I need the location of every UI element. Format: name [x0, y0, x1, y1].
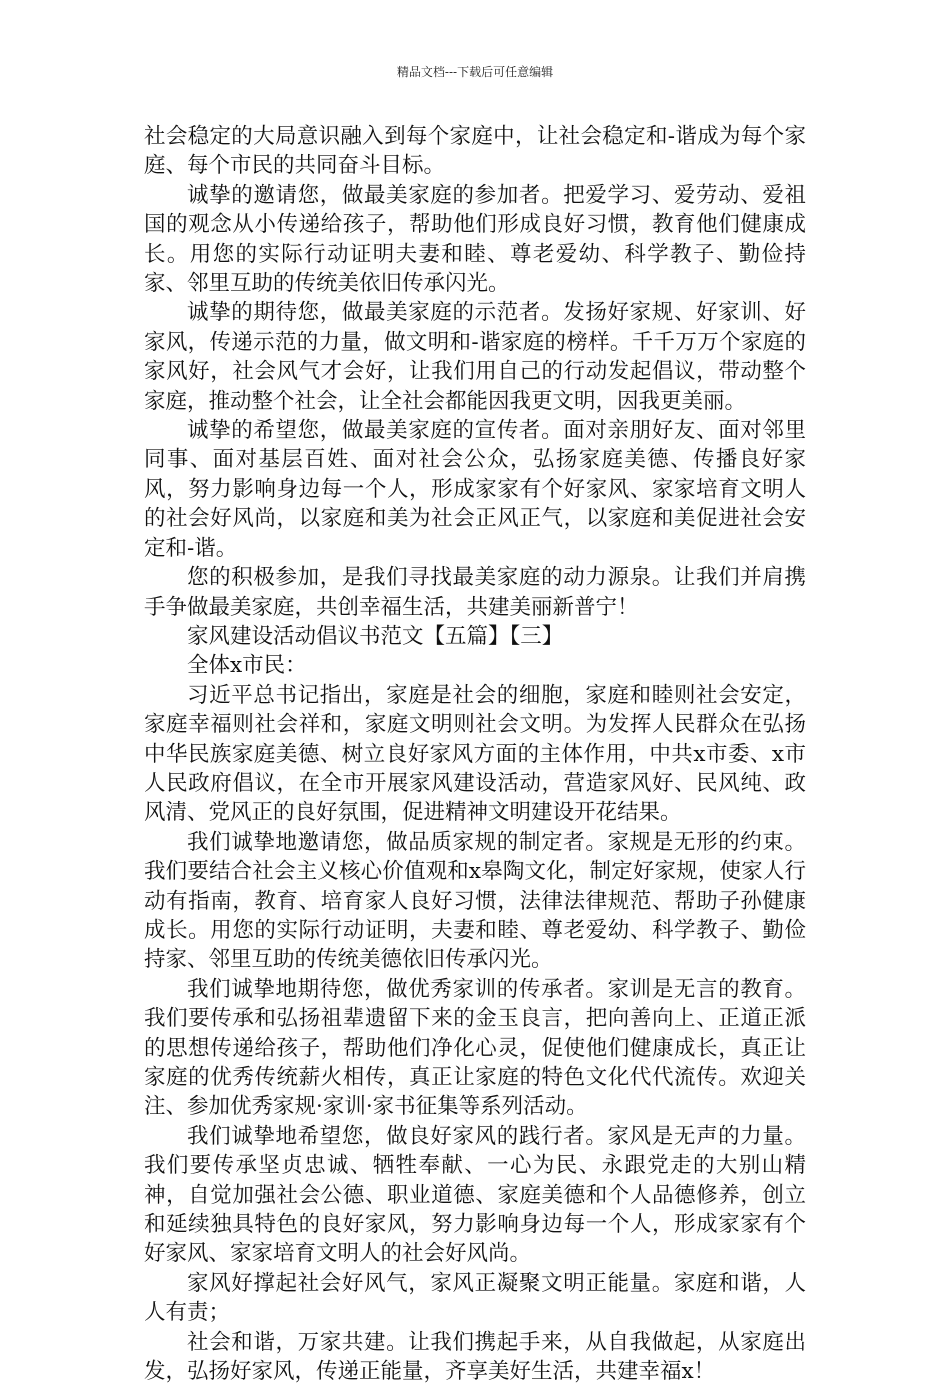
- paragraph: 社会和谐，万家共建。让我们携起手来，从自我做起，从家庭出发，弘扬好家风，传递正能量，齐享美好生活，共建幸福x！: [144, 1329, 806, 1385]
- page-header: 精品文档---下载后可任意编辑: [396, 65, 554, 79]
- paragraph: 我们诚挚地邀请您，做品质家规的制定者。家规是无形的约束。我们要结合社会主义核心价值观和x皋陶文化，制定好家规，使家人行动有指南，教育、培育家人良好习惯，法律法律规范、帮助子孙健康成长。用您的实际行动证明，夫妻和睦、尊老爱幼、科学教子、勤俭持家、邻里互助的传统美德依旧传承闪光。: [144, 829, 806, 973]
- paragraph: 诚挚的邀请您，做最美家庭的参加者。把爱学习、爱劳动、爱祖国的观念从小传递给孩子，帮助他们形成良好习惯，教育他们健康成长。用您的实际行动证明夫妻和睦、尊老爱幼、科学教子、勤俭持家、邻里互助的传统美依旧传承闪光。: [144, 182, 806, 297]
- paragraph: 我们诚挚地期待您，做优秀家训的传承者。家训是无言的教育。我们要传承和弘扬祖辈遗留下来的金玉良言，把向善向上、正道正派的思想传递给孩子，帮助他们净化心灵，促使他们健康成长，真正让家庭的优秀传统薪火相传，真正让家庭的特色文化代代流传。欢迎关注、参加优秀家规·家训·家书征集等系列活动。: [144, 976, 806, 1120]
- paragraph: 诚挚的期待您，做最美家庭的示范者。发扬好家规、好家训、好家风，传递示范的力量，做文明和-谐家庭的榜样。千千万万个家庭的家风好，社会风气才会好，让我们用自己的行动发起倡议，带动整个家庭，推动整个社会，让全社会都能因我更文明，因我更美丽。: [144, 300, 806, 414]
- paragraph: 家风好撑起社会好风气，家风正凝聚文明正能量。家庭和谐，人人有责；: [144, 1270, 806, 1326]
- section-title: 家风建设活动倡议书范文【五篇】【三】: [187, 623, 564, 649]
- paragraph: 社会稳定的大局意识融入到每个家庭中，让社会稳定和-谐成为每个家庭、每个市民的共同奋斗目标。: [144, 124, 806, 179]
- document-body: [144, 122, 806, 1386]
- paragraph: 我们诚挚地希望您，做良好家风的践行者。家风是无声的力量。我们要传承坚贞忠诚、牺牲奉献、一心为民、永跟党走的大别山精神，自觉加强社会公德、职业道德、家庭美德和个人品德修养，创立和延续独具特色的良好家风，努力影响身边每一个人，形成家家有个好家风、家家培育文明人的社会好风尚。: [144, 1123, 806, 1267]
- paragraph: 诚挚的希望您，做最美家庭的宣传者。面对亲朋好友、面对邻里同事、面对基层百姓、面对社会公众，弘扬家庭美德、传播良好家风，努力影响身边每一个人，形成家家有个好家风、家家培育文明人的社会好风尚，以家庭和美为社会正风正气，以家庭和美促进社会安定和-谐。: [144, 418, 806, 561]
- paragraph: 习近平总书记指出，家庭是社会的细胞，家庭和睦则社会安定，家庭幸福则社会祥和，家庭文明则社会文明。为发挥人民群众在弘扬中华民族家庭美德、树立良好家风方面的主体作用，中共x市委、x市人民政府倡议，在全市开展家风建设活动，营造家风好、民风纯、政风清、党风正的良好氛围，促进精神文明建设开花结果。: [144, 682, 806, 826]
- paragraph: 您的积极参加，是我们寻找最美家庭的动力源泉。让我们并肩携手争做最美家庭，共创幸福生活，共建美丽新普宁！: [144, 565, 806, 620]
- salutation: 全体x市民：: [187, 653, 307, 679]
